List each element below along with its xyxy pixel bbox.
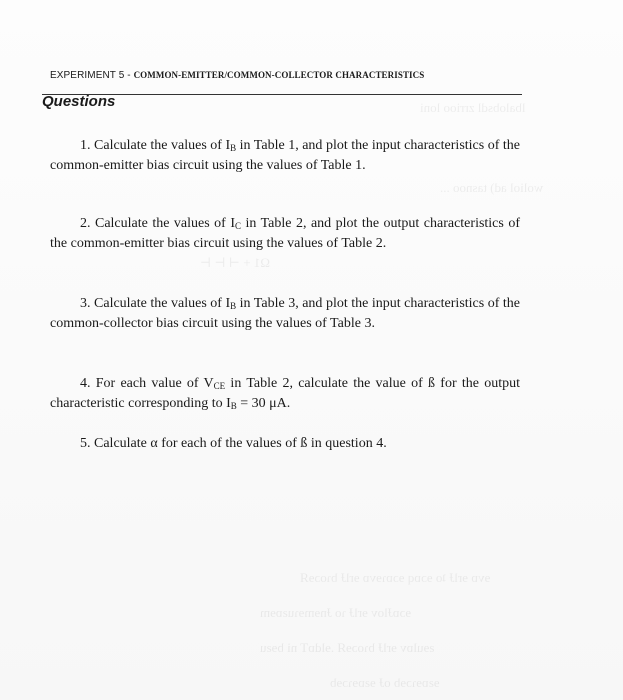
question-text: 1. Calculate the values of I [80, 138, 231, 153]
question-text: = 30 μA. [236, 396, 291, 411]
subscript: B [230, 401, 237, 411]
question-text: 5. Calculate α for each of the values of ß in question 4. [80, 436, 387, 451]
bleed-through-text: woliol ad) tasnoo ... [440, 180, 544, 195]
header-lead: EXPERIMENT 5 - [50, 70, 134, 81]
question-5 [50, 434, 520, 454]
section-title: Questions [42, 93, 116, 110]
question-4 [50, 374, 520, 414]
question-text: 4. For each value of V [80, 376, 214, 391]
subscript: B [230, 301, 237, 311]
question-text: in Table 3, and plot the input characteristics of the common-collector bias circuit using the values of Table 3. [50, 296, 520, 331]
question-text: in Table 1, and plot the input characteristics of the common-emitter bias circuit using the values of Table 1. [50, 138, 520, 173]
question-text: in Table 2, calculate the value of ß for the output characteristic corresponding to I [50, 376, 520, 411]
bleed-through-text: ɘvɒ ɘrlɈ ʇo ɘɔɒq ɘɔɒɿɘvɒ ɘrlɈ bɿoɔɘЯ [300, 570, 491, 585]
bleed-through-text: lbalobsdl zrrioo loni [420, 100, 526, 115]
subscript: C [234, 221, 241, 231]
bleed-through-text: ɘɔɒɈlov ɘrlɈ ɿo Ɉnɘmɘɿuƨɒɘm [260, 605, 412, 620]
subscript: B [230, 143, 237, 153]
bleed-through-text: ɘƨɒɘɿɔɘb oɈ ɘƨɒɘɿɔɘb [330, 675, 440, 690]
question-2 [50, 214, 520, 254]
question-text: 3. Calculate the values of I [80, 296, 231, 311]
bleed-through-text: Ω1 + ⊣ ⊢ ⊢ [200, 255, 271, 270]
question-1 [50, 136, 520, 176]
header-title: COMMON-EMITTER/COMMON-COLLECTOR CHARACTERISTICS [133, 70, 425, 80]
subscript: CE [213, 381, 226, 391]
question-text: in Table 2, and plot the output characteristics of the common-emitter bias circuit using the values of Table 2. [50, 216, 520, 251]
question-3 [50, 294, 520, 334]
bleed-through-text: ƨɘulɒv ɘrlɈ bɿoɔɘЯ .ɘldɒT ni bɘƨu [260, 640, 435, 655]
page-header [50, 70, 424, 81]
question-text: 2. Calculate the values of I [80, 216, 235, 231]
